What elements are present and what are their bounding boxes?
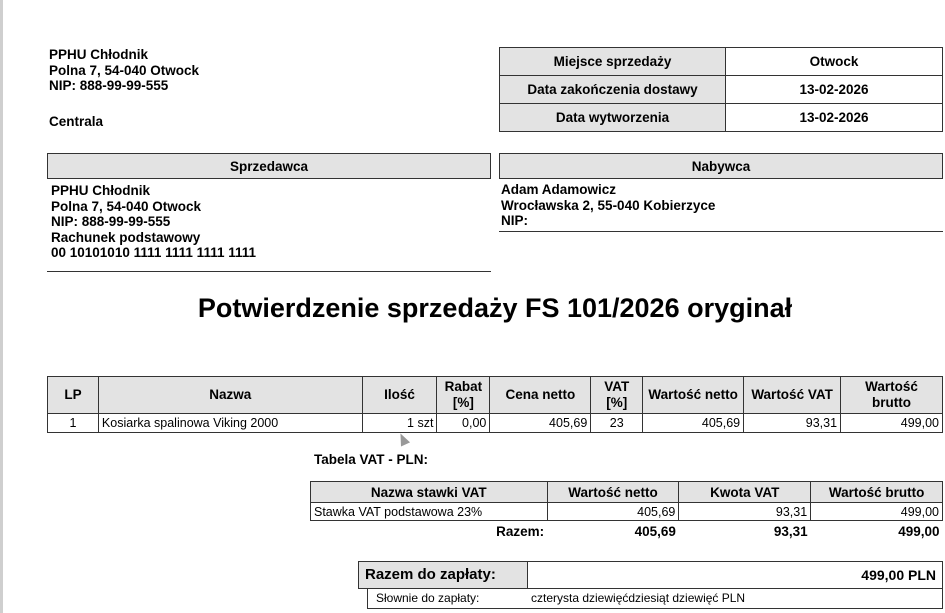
meta-label: Data wytworzenia	[500, 104, 726, 132]
item-lp: 1	[48, 414, 99, 433]
vat-total-vat: 93,31	[773, 523, 808, 539]
seller-header: Sprzedawca	[47, 153, 491, 179]
table-row	[48, 414, 943, 433]
vat-total-net: 405,69	[634, 523, 676, 539]
col-vat-l1: VAT	[604, 379, 630, 394]
sale-meta-table	[499, 47, 943, 132]
vat-header-row	[311, 482, 943, 503]
seller-account-label: Rachunek podstawowy	[51, 229, 201, 245]
buyer-name: Adam Adamowicz	[501, 182, 617, 197]
vat-table-label: Tabela VAT - PLN:	[314, 452, 429, 467]
document-title: Potwierdzenie sprzedaży FS 101/2026 oryginał	[197, 293, 793, 323]
buyer-divider	[499, 231, 943, 232]
meta-value: 13-02-2026	[726, 76, 943, 104]
meta-label: Data zakończenia dostawy	[500, 76, 726, 104]
item-net-value: 405,69	[643, 414, 744, 433]
item-vat-value: 93,31	[744, 414, 841, 433]
vat-net: 405,69	[547, 503, 679, 521]
col-name: Nazwa	[98, 377, 362, 414]
item-net-price: 405,69	[490, 414, 591, 433]
buyer-address: Wrocławska 2, 55-040 Kobierzyce	[501, 197, 716, 213]
item-gross-value: 499,00	[841, 414, 943, 433]
mouse-cursor-icon	[396, 431, 410, 446]
meta-label: Miejsce sprzedaży	[500, 48, 726, 76]
seller-name: PPHU Chłodnik	[51, 183, 151, 198]
col-net-price: Cena netto	[490, 377, 591, 414]
issuer-name: PPHU Chłodnik	[49, 47, 149, 62]
vat-gross: 499,00	[811, 503, 943, 521]
vat-col-vat: Kwota VAT	[679, 482, 811, 503]
vat-total-label: Razem:	[496, 523, 545, 539]
vat-col-rate-name: Nazwa stawki VAT	[311, 482, 548, 503]
col-vat	[591, 377, 643, 414]
item-discount: 0,00	[437, 414, 490, 433]
item-vat: 23	[591, 414, 643, 433]
meta-value: Otwock	[726, 48, 943, 76]
table-row	[311, 503, 943, 521]
vat-amount: 93,31	[679, 503, 811, 521]
issuer-nip: NIP: 888-99-99-555	[49, 78, 169, 93]
item-name: Kosiarka spalinowa Viking 2000	[98, 414, 362, 433]
buyer-header: Nabywca	[499, 153, 943, 179]
col-vat-value: Wartość VAT	[744, 377, 841, 414]
meta-value: 13-02-2026	[726, 104, 943, 132]
vat-total-row	[311, 521, 943, 542]
vat-rate-name: Stawka VAT podstawowa 23%	[311, 503, 548, 521]
meta-row	[500, 48, 943, 76]
seller-divider	[47, 271, 491, 272]
meta-row	[500, 76, 943, 104]
seller-nip: NIP: 888-99-99-555	[51, 214, 171, 229]
payment-words-label: Słownie do zapłaty:	[376, 591, 480, 605]
seller-details	[51, 183, 256, 261]
issuer-address: Polna 7, 54-040 Otwock	[49, 62, 200, 78]
payment-words-row	[367, 589, 943, 609]
issuer-block	[49, 47, 199, 94]
col-discount-l2: [%]	[452, 395, 474, 410]
payment-words-value: czterysta dziewięćdziesiąt dziewięć PLN	[531, 591, 746, 605]
col-gross-l2: brutto	[872, 395, 911, 410]
vat-total-gross: 499,00	[898, 523, 940, 539]
items-header-row	[48, 377, 943, 414]
col-discount	[437, 377, 490, 414]
col-discount-l1: Rabat	[444, 379, 483, 394]
vat-col-net: Wartość netto	[547, 482, 679, 503]
col-vat-l2: [%]	[606, 395, 628, 410]
col-gross	[841, 377, 943, 414]
buyer-nip: NIP:	[501, 213, 528, 228]
vat-col-gross: Wartość brutto	[811, 482, 943, 503]
vat-table	[310, 481, 943, 541]
items-table	[47, 376, 943, 433]
payment-total-value: 499,00 PLN	[861, 567, 936, 583]
seller-account-number: 00 10101010 1111 1111 1111 1111	[51, 245, 257, 260]
col-lp: LP	[48, 377, 99, 414]
col-gross-l1: Wartość	[865, 379, 918, 394]
payment-total-label: Razem do zapłaty:	[359, 562, 528, 588]
buyer-details	[501, 182, 715, 229]
payment-total-box	[358, 561, 943, 589]
col-net-value: Wartość netto	[643, 377, 744, 414]
col-qty: Ilość	[362, 377, 437, 414]
seller-address: Polna 7, 54-040 Otwock	[51, 198, 202, 214]
item-qty: 1 szt	[362, 414, 437, 433]
issuer-branch: Centrala	[49, 114, 104, 129]
meta-row	[500, 104, 943, 132]
